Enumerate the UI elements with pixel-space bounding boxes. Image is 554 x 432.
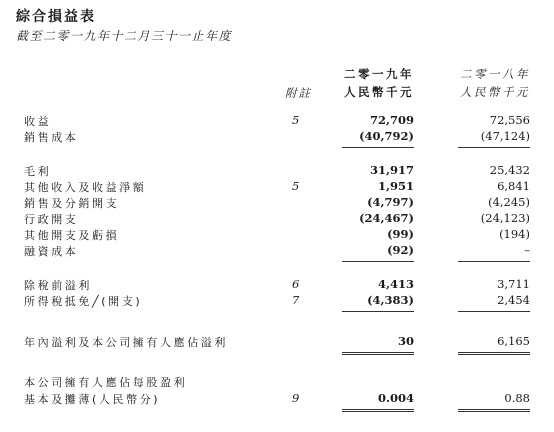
total-double-rule-2019 xyxy=(342,352,414,355)
table-row xyxy=(0,391,554,407)
year-2019-unit: 人民幣千元 xyxy=(344,85,414,99)
row-value-2018: – xyxy=(524,243,530,257)
row-value-2019: 72,709 xyxy=(369,113,414,127)
row-value-2018: 72,556 xyxy=(489,113,530,127)
table-row xyxy=(0,277,554,293)
page-subtitle: 截至二零一九年十二月三十一止年度 xyxy=(16,29,233,43)
row-value-2018: (194) xyxy=(499,227,530,241)
row-label: 所得稅抵免╱(開支) xyxy=(24,295,143,308)
table-row xyxy=(0,113,554,129)
row-value-2019: 4,413 xyxy=(377,277,414,291)
table-row xyxy=(0,179,554,195)
row-value-2018: 2,454 xyxy=(497,293,530,307)
table-row xyxy=(0,211,554,227)
row-value-2018: 6,165 xyxy=(497,334,530,348)
row-value-2018: 0.88 xyxy=(504,391,530,405)
row-note: 7 xyxy=(292,293,300,307)
row-label: 年內溢利及本公司擁有人應佔溢利 xyxy=(24,336,228,349)
row-value-2018: 3,711 xyxy=(497,277,530,291)
subtotal-rule-2018 xyxy=(458,147,530,148)
row-value-2019: 31,917 xyxy=(369,163,414,177)
table-row xyxy=(0,227,554,243)
row-note: 5 xyxy=(292,113,300,127)
page-title: 綜合損益表 xyxy=(16,9,96,25)
subtotal-rule-2019 xyxy=(342,147,414,148)
table-row xyxy=(0,163,554,179)
year-2018-unit: 人民幣千元 xyxy=(460,85,530,99)
subtotal-rule-2018 xyxy=(458,261,530,262)
year-2018-header: 二零一八年 xyxy=(460,67,530,81)
row-value-2018: (24,123) xyxy=(480,211,530,225)
row-note: 5 xyxy=(292,179,300,193)
row-label: 銷售成本 xyxy=(24,131,79,144)
row-value-2018: (4,245) xyxy=(488,195,530,209)
row-label: 收益 xyxy=(24,115,52,128)
table-row xyxy=(0,374,554,390)
year-2019-header: 二零一九年 xyxy=(344,67,414,81)
row-label: 其他收入及收益淨額 xyxy=(24,181,147,194)
row-value-2019: (40,792) xyxy=(359,129,414,143)
row-label: 融資成本 xyxy=(24,245,79,258)
row-value-2019: (99) xyxy=(387,227,414,241)
row-value-2019: 30 xyxy=(397,334,414,348)
table-row xyxy=(0,293,554,309)
subtotal-rule-2018 xyxy=(458,311,530,312)
note-column-header: 附註 xyxy=(285,86,312,100)
row-label: 行政開支 xyxy=(24,213,79,226)
row-label: 除稅前溢利 xyxy=(24,279,92,292)
subtotal-rule-2019 xyxy=(342,311,414,312)
table-row xyxy=(0,334,554,350)
subtotal-rule-2019 xyxy=(342,261,414,262)
row-value-2019: (92) xyxy=(387,243,414,257)
table-row xyxy=(0,129,554,145)
table-row xyxy=(0,243,554,259)
row-note: 6 xyxy=(292,277,300,291)
total-double-rule-2019 xyxy=(342,409,414,412)
row-label: 本公司擁有人應佔每股盈利 xyxy=(24,376,188,389)
row-label: 銷售及分銷開支 xyxy=(24,197,120,210)
row-value-2019: 0.004 xyxy=(377,391,414,405)
total-double-rule-2018 xyxy=(458,352,530,355)
row-value-2018: 25,432 xyxy=(489,163,530,177)
row-value-2019: (4,797) xyxy=(367,195,414,209)
table-row xyxy=(0,195,554,211)
row-label: 其他開支及虧損 xyxy=(24,229,120,242)
row-value-2019: 1,951 xyxy=(377,179,414,193)
row-value-2019: (4,383) xyxy=(367,293,414,307)
row-value-2018: (47,124) xyxy=(480,129,530,143)
row-label: 基本及攤薄(人民幣分) xyxy=(24,393,161,406)
total-double-rule-2018 xyxy=(458,409,530,412)
row-label: 毛利 xyxy=(24,165,52,178)
row-note: 9 xyxy=(292,391,300,405)
row-value-2019: (24,467) xyxy=(359,211,414,225)
row-value-2018: 6,841 xyxy=(497,179,530,193)
